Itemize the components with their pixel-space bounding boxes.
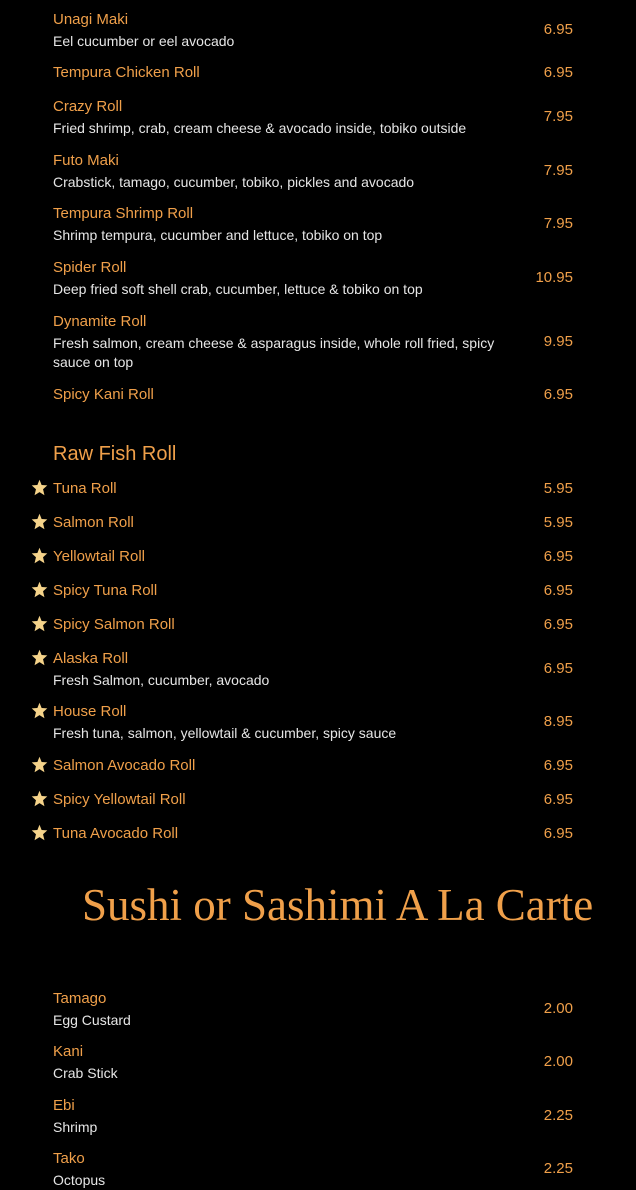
menu-item [53, 703, 583, 743]
menu-item [53, 1043, 583, 1083]
item-name: Salmon Roll [53, 514, 134, 531]
item-price: 2.25 [543, 1107, 573, 1124]
item-name: Spicy Yellowtail Roll [53, 791, 186, 808]
item-price: 7.95 [543, 108, 573, 125]
star-icon [31, 581, 48, 598]
star-icon [31, 615, 48, 632]
menu-item [53, 616, 583, 636]
menu-item [53, 757, 583, 777]
item-price: 9.95 [543, 333, 573, 350]
item-price: 6.95 [543, 64, 573, 81]
menu-item [53, 990, 583, 1030]
item-name: Unagi Maki [53, 11, 129, 28]
star-icon [31, 513, 48, 530]
item-description: Eel cucumber or eel avocado [53, 33, 235, 49]
star-icon [31, 756, 48, 773]
item-description: Shrimp [53, 1119, 98, 1135]
menu-item [53, 548, 583, 568]
star-icon [31, 649, 48, 666]
item-price: 6.95 [543, 548, 573, 565]
item-name: Tuna Avocado Roll [53, 825, 179, 842]
menu-item [53, 825, 583, 845]
item-name: Alaska Roll [53, 650, 129, 667]
item-name: Kani [53, 1043, 84, 1060]
item-name: Yellowtail Roll [53, 548, 145, 565]
item-description: Crabstick, tamago, cucumber, tobiko, pickles and avocado [53, 174, 415, 190]
menu-item [53, 386, 583, 406]
item-name: Spicy Salmon Roll [53, 616, 175, 633]
item-price: 10.95 [535, 269, 573, 286]
item-price: 2.00 [543, 1053, 573, 1070]
item-price: 2.25 [543, 1160, 573, 1177]
item-name: House Roll [53, 703, 127, 720]
item-price: 6.95 [543, 582, 573, 599]
menu-item [53, 514, 583, 534]
item-description: Crab Stick [53, 1065, 118, 1081]
item-description: Fried shrimp, crab, cream cheese & avocado inside, tobiko outside [53, 120, 467, 136]
item-description: Fresh salmon, cream cheese & asparagus inside, whole roll fried, spicy sauce on top [53, 335, 495, 370]
item-price: 5.95 [543, 514, 573, 531]
item-name: Tako [53, 1150, 85, 1167]
item-description: Fresh tuna, salmon, yellowtail & cucumber, spicy sauce [53, 725, 397, 741]
menu-item [53, 582, 583, 602]
item-name: Tuna Roll [53, 480, 117, 497]
item-description: Deep fried soft shell crab, cucumber, lettuce & tobiko on top [53, 281, 423, 297]
item-price: 6.95 [543, 21, 573, 38]
item-name: Salmon Avocado Roll [53, 757, 196, 774]
item-description: Egg Custard [53, 1012, 131, 1028]
star-icon [31, 702, 48, 719]
item-price: 7.95 [543, 215, 573, 232]
item-description: Octopus [53, 1172, 106, 1188]
item-name: Crazy Roll [53, 98, 123, 115]
menu-item [53, 205, 583, 245]
menu-item [53, 480, 583, 500]
item-name: Futo Maki [53, 152, 119, 169]
item-name: Tempura Chicken Roll [53, 64, 200, 81]
item-name: Spider Roll [53, 259, 127, 276]
menu-item [53, 98, 583, 138]
menu-item [53, 313, 583, 373]
menu-item [53, 259, 583, 299]
item-price: 8.95 [543, 713, 573, 730]
star-icon [31, 547, 48, 564]
item-price: 5.95 [543, 480, 573, 497]
item-price: 6.95 [543, 825, 573, 842]
item-price: 6.95 [543, 757, 573, 774]
item-price: 6.95 [543, 660, 573, 677]
item-name: Tamago [53, 990, 107, 1007]
menu-item [53, 152, 583, 192]
menu-item [53, 64, 583, 84]
item-price: 6.95 [543, 386, 573, 403]
item-price: 7.95 [543, 162, 573, 179]
menu-item [53, 1150, 583, 1188]
menu-item [53, 1097, 583, 1137]
item-description: Shrimp tempura, cucumber and lettuce, tobiko on top [53, 227, 383, 243]
section-title-a-la-carte: Sushi or Sashimi A La Carte [82, 880, 594, 930]
star-icon [31, 479, 48, 496]
item-name: Spicy Tuna Roll [53, 582, 158, 599]
item-price: 6.95 [543, 616, 573, 633]
star-icon [31, 824, 48, 841]
item-price: 2.00 [543, 1000, 573, 1017]
item-price: 6.95 [543, 791, 573, 808]
item-name: Tempura Shrimp Roll [53, 205, 194, 222]
menu-item [53, 791, 583, 811]
item-name: Spicy Kani Roll [53, 386, 154, 403]
menu-item [53, 650, 583, 690]
star-icon [31, 790, 48, 807]
section-title-raw-fish: Raw Fish Roll [53, 443, 177, 465]
item-description: Fresh Salmon, cucumber, avocado [53, 672, 270, 688]
item-name: Dynamite Roll [53, 313, 147, 330]
menu-item [53, 11, 583, 51]
item-name: Ebi [53, 1097, 75, 1114]
